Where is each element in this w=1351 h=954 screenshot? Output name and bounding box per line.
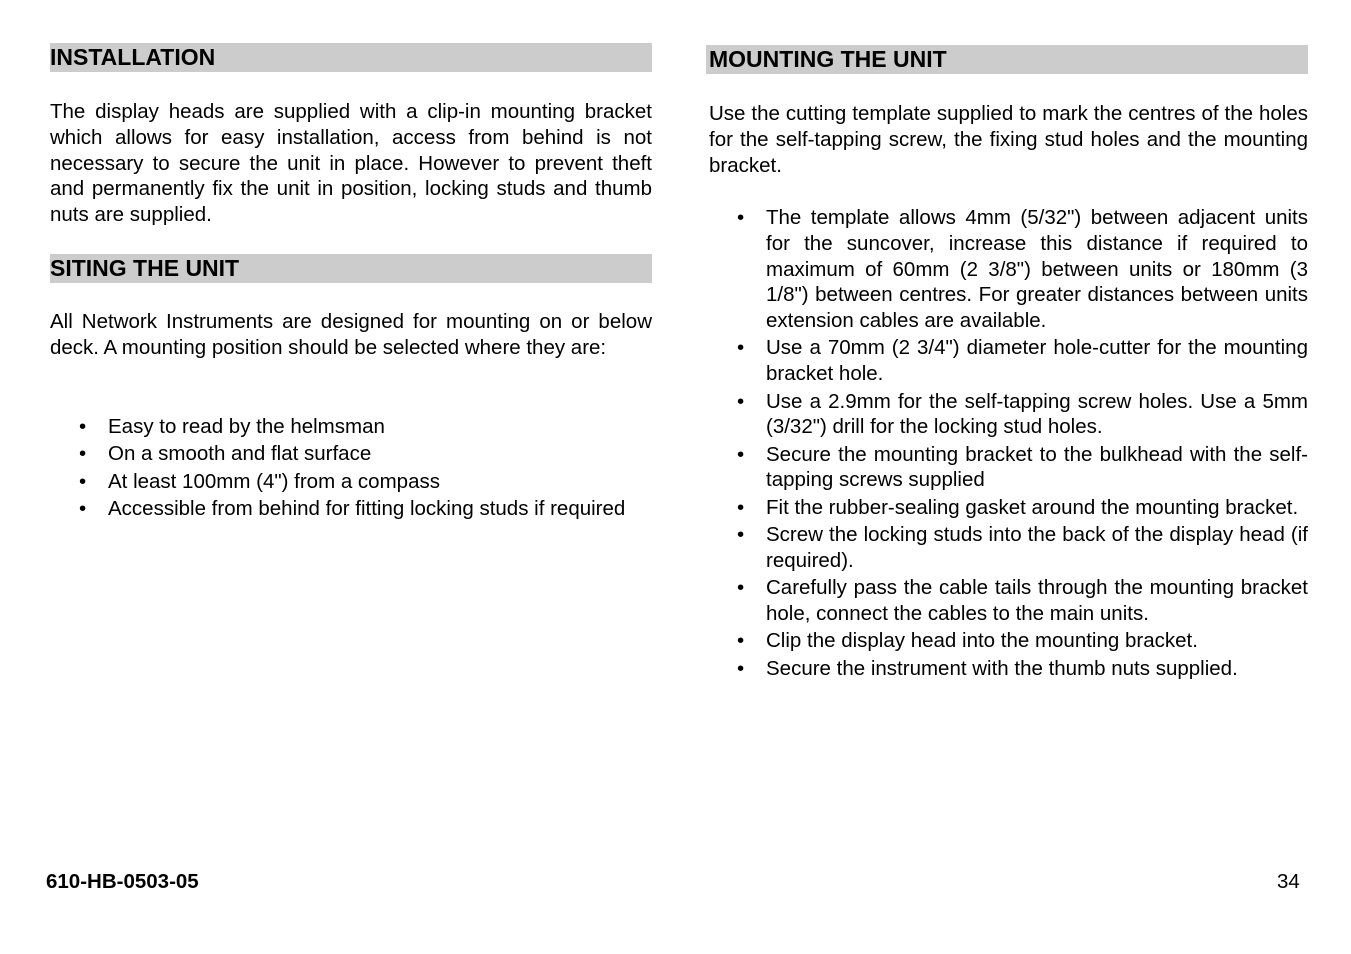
list-item <box>737 628 1308 654</box>
list-item <box>737 522 1308 574</box>
list-item-text: Use a 2.9mm for the self-tapping screw holes. Use a 5mm (3/32") drill for the locking stud holes. <box>766 389 1308 439</box>
list-item-text: Fit the rubber-sealing gasket around the mounting bracket. <box>766 495 1299 519</box>
bullet-icon: • <box>737 629 745 653</box>
bullet-icon: • <box>79 415 87 438</box>
list-item-text: Secure the instrument with the thumb nuts supplied. <box>766 656 1238 680</box>
mounting-bullet-list <box>737 205 1308 683</box>
bullet-icon: • <box>79 496 87 520</box>
list-item-text: Easy to read by the helmsman <box>108 415 385 438</box>
list-item <box>737 656 1308 682</box>
list-item <box>79 496 650 522</box>
list-item <box>737 335 1308 387</box>
bullet-icon: • <box>79 469 87 493</box>
list-item-text: Use a 70mm (2 3/4") diameter hole-cutter for the mounting bracket hole. <box>766 336 1308 386</box>
bullet-icon: • <box>79 442 87 466</box>
list-item-text: Accessible from behind for fitting locking studs if required <box>108 496 626 520</box>
siting-bullet-list <box>79 414 650 523</box>
bullet-icon: • <box>737 523 745 547</box>
bullet-icon: • <box>737 389 745 413</box>
list-item <box>79 441 650 467</box>
list-item <box>79 414 650 440</box>
bullet-icon: • <box>737 576 745 600</box>
list-item <box>737 495 1308 521</box>
bullet-icon: • <box>737 656 745 680</box>
installation-paragraph: The display heads are supplied with a clip-in mounting bracket which allows for easy installation, access from behind is not necessary to secure the unit in place. However to prevent theft and permanently fix the unit in position, locking studs and thumb nuts are supplied. <box>50 100 652 227</box>
list-item-text: At least 100mm (4") from a compass <box>108 469 440 493</box>
mounting-heading: MOUNTING THE UNIT <box>706 45 1308 74</box>
document-code: 610-HB-0503-05 <box>46 870 199 893</box>
list-item <box>737 389 1308 441</box>
list-item <box>737 205 1308 334</box>
bullet-icon: • <box>737 336 745 360</box>
list-item-text: The template allows 4mm (5/32") between adjacent units for the suncover, increase this distance if required to maximum of 60mm (2 3/8") between units or 180mm (3 1/8") between centres. For greater distances between units extension cables are available. <box>766 206 1308 333</box>
list-item-text: Clip the display head into the mounting bracket. <box>766 629 1198 653</box>
list-item-text: Screw the locking studs into the back of the display head (if required). <box>766 523 1308 572</box>
list-item-text: Carefully pass the cable tails through the mounting bracket hole, connect the cables to the main units. <box>766 576 1308 625</box>
siting-paragraph: All Network Instruments are designed for mounting on or below deck. A mounting position should be selected where they are: <box>50 310 652 359</box>
list-item-text: Secure the mounting bracket to the bulkhead with the self-tapping screws supplied <box>766 442 1308 492</box>
mounting-paragraph: Use the cutting template supplied to mark the centres of the holes for the self-tapping screw, the fixing stud holes and the mounting bracket. <box>709 102 1308 177</box>
list-item <box>737 442 1308 494</box>
page-number: 34 <box>1277 870 1300 893</box>
list-item <box>737 575 1308 627</box>
siting-heading: SITING THE UNIT <box>50 254 652 283</box>
bullet-icon: • <box>737 442 745 466</box>
bullet-icon: • <box>737 206 745 229</box>
installation-heading: INSTALLATION <box>50 43 652 72</box>
bullet-icon: • <box>737 495 745 519</box>
list-item <box>79 469 650 495</box>
list-item-text: On a smooth and flat surface <box>108 442 372 466</box>
